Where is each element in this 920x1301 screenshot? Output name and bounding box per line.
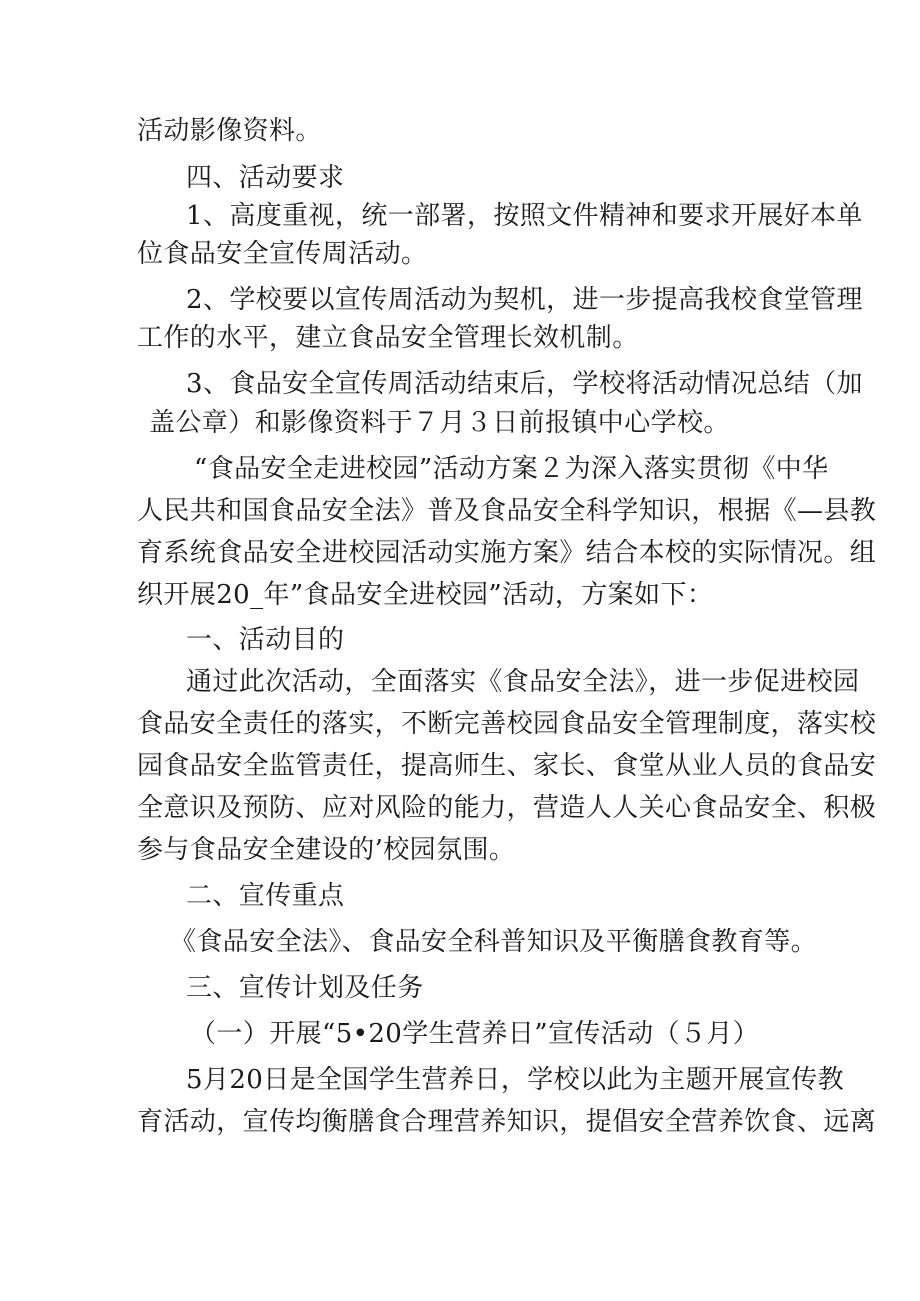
text-line: 2、学校要以宣传周活动为契机，进一步提高我校食堂管理 [186,285,863,315]
text-line: 育活动，宣传均衡膳食合理营养知识，提倡安全营养饮食、远离 [137,1107,877,1137]
text-line: 《食品安全法》、食品安全科普知识及平衡膳食教育等。 [170,927,818,957]
subsection-heading: （一）开展“5•20学生营养日”宣传活动（５月） [190,1019,760,1049]
text-line: 人民共和国食品安全法》普及食品安全科学知识，根据《—县教 [137,496,877,526]
text-line: 盖公章）和影像资料于７月３日前报镇中心学校。 [149,408,730,438]
section-heading: 四、活动要求 [186,163,345,193]
text-line: 位食品安全宣传周活动。 [137,239,428,269]
text-line: 活动影像资料。 [137,116,322,146]
text-line: 育系统食品安全进校园活动实施方案》结合本校的实际情况。组 [137,538,877,568]
text-line: 食品安全责任的落实，不断完善校园食品安全管理制度，落实校 [137,709,877,739]
text-line: 3、食品安全宣传周活动结束后，学校将活动情况总结（加 [186,369,863,399]
text-line: 园食品安全监管责任，提高师生、家长、食堂从业人员的食品安 [137,751,877,781]
section-heading: 一、活动目的 [186,625,345,655]
text-line: 织开展20_年”食品安全进校园”活动，方案如下： [137,580,714,610]
text-line: 全意识及预防、应对风险的能力，营造人人关心食品安全、积极 [137,793,877,823]
text-line: 工作的水平，建立食品安全管理长效机制。 [137,323,639,353]
text-line: “食品安全走进校园”活动方案２为深入落实贯彻《中华 [194,454,829,484]
text-line: 通过此次活动，全面落实《食品安全法》，进一步促进校园 [186,667,860,697]
text-line: 参与食品安全建设的’校园氛围。 [137,835,516,865]
section-heading: 三、宣传计划及任务 [186,973,424,1003]
section-heading: 二、宣传重点 [186,881,345,911]
text-line: 5月20日是全国学生营养日，学校以此为主题开展宣传教 [186,1065,845,1095]
text-line: 1、高度重视，统一部署，按照文件精神和要求开展好本单 [186,201,863,231]
